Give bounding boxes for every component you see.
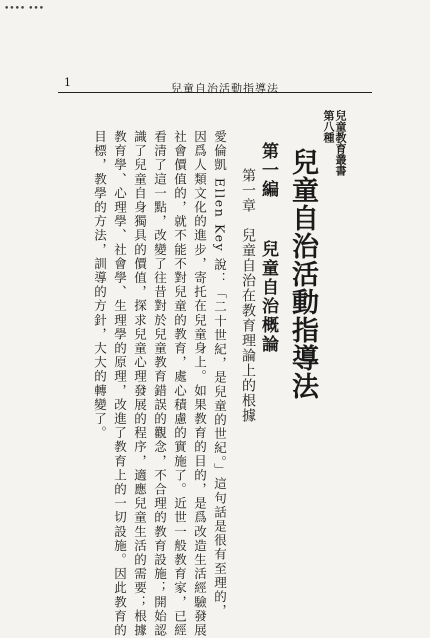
part-number: 第一編 [258, 142, 278, 199]
body-column: 因爲人類文化的進步，寄托在兒童身上。如果教育的目的，是爲改造生活經驗發展 [192, 130, 208, 638]
body-column: 識了兒童自身獨具的價值，探求兒童心理發展的程序，適應兒童生活的需要；根據 [132, 130, 148, 638]
chapter-heading: 第一章 兒童自治在教育理論上的根據 [240, 168, 256, 423]
body-column: 教育學、心理學、社會學、生理學的原理，改進了教育上的一切設施。因此教育的 [112, 130, 128, 638]
body-column: 社會價值的，就不能不對兒童的教育，處心積慮的實施了。近世一般教育家，已經 [172, 130, 188, 638]
page-number: 1 [64, 76, 71, 89]
running-header: 兒童自治活動指導法 [171, 82, 279, 95]
scan-mark: •••• ••• [4, 4, 45, 14]
part-title: 兒童自治概論 [258, 240, 278, 354]
header-rule [58, 92, 372, 93]
series-volume: 第八種 [322, 110, 335, 143]
body-column: 目標，教學的方法，訓導的方針，大大的轉變了。 [92, 130, 108, 441]
series-name: 兒童教育叢書 [334, 110, 347, 176]
body-column: 看清了這一點，改變了往昔對於兒童教育錯誤的觀念，不合理的教育設施；開始認 [152, 130, 168, 638]
book-title: 兒童自治活動指導法 [287, 148, 318, 400]
body-column: 愛倫凱 Ellen Key 說：「二十世紀，是兒童的世紀。」這句話是很有至理的， [212, 130, 228, 619]
